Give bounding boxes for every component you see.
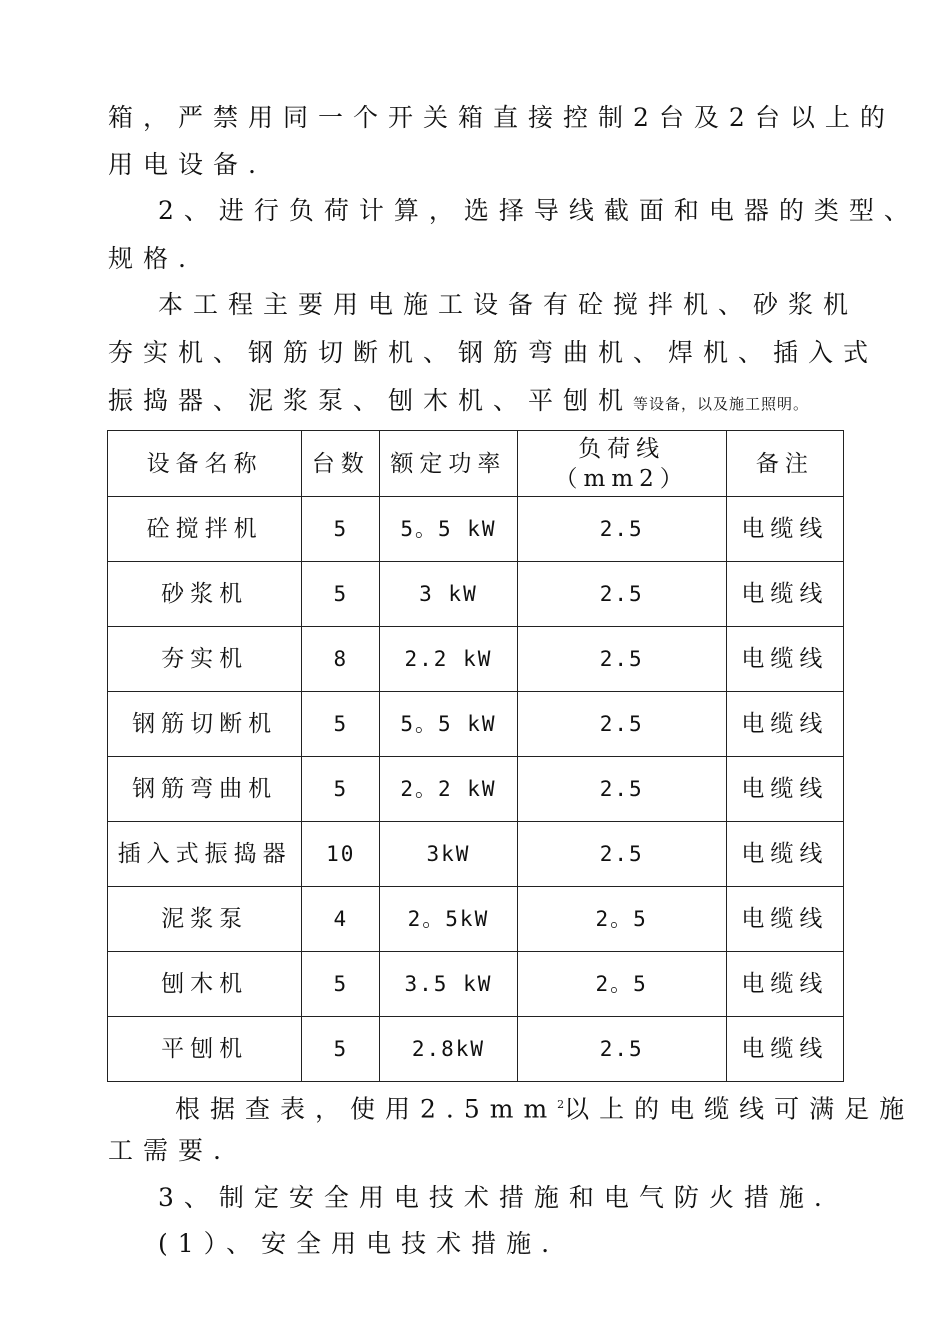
cell-load-line: 2。5 [517,887,726,952]
table-row [108,757,844,822]
cell-quantity: 4 [302,887,380,952]
cell-remarks: 电缆线 [726,822,843,887]
cell-remarks: 电缆线 [726,497,843,562]
cell-remarks: 电缆线 [726,952,843,1017]
cell-remarks: 电缆线 [726,757,843,822]
equipment-table [107,430,844,1082]
paragraph-line: 用电设备. [108,150,266,179]
cell-load-line: 2.5 [517,1017,726,1082]
cell-rated-power: 2.8kW [380,1017,517,1082]
cell-quantity: 5 [302,692,380,757]
paragraph-text: 根据查表，使用2.5mm [175,1094,558,1124]
cell-load-line: 2.5 [517,562,726,627]
paragraph-line: 本工程主要用电施工设备有砼搅拌机、砂浆机 [158,290,859,319]
header-remarks: 备注 [726,431,843,497]
paragraph-line: 2、进行负荷计算，选择导线截面和电器的类型、 [158,196,919,225]
cell-load-line: 2.5 [517,497,726,562]
cell-quantity: 5 [302,497,380,562]
cell-load-line: 2.5 [517,757,726,822]
paragraph-line [175,1090,914,1124]
cell-rated-power: 3kW [380,822,517,887]
cell-equipment-name: 钢筋切断机 [108,692,302,757]
cell-remarks: 电缆线 [726,692,843,757]
cell-equipment-name: 钢筋弯曲机 [108,757,302,822]
table-row [108,822,844,887]
table-row [108,692,844,757]
cell-remarks: 电缆线 [726,1017,843,1082]
table-row [108,952,844,1017]
cell-quantity: 5 [302,1017,380,1082]
cell-rated-power: 2.2 kW [380,627,517,692]
cell-rated-power: 5。5 kW [380,497,517,562]
cell-load-line: 2.5 [517,627,726,692]
cell-equipment-name: 泥浆泵 [108,887,302,952]
table-header-row [108,431,844,497]
cell-quantity: 10 [302,822,380,887]
paragraph-line: 规格. [108,244,196,273]
paragraph-line: 3、制定安全用电技术措施和电气防火措施. [158,1183,832,1212]
table-row [108,887,844,952]
paragraph-line: 箱，严禁用同一个开关箱直接控制2台及2台以上的 [108,103,895,132]
header-quantity: 台数 [302,431,380,497]
paragraph-text: 振捣器、泥浆泵、刨木机、平刨机 [108,386,634,415]
cell-rated-power: 3.5 kW [380,952,517,1017]
header-equipment-name: 设备名称 [108,431,302,497]
cell-quantity: 5 [302,562,380,627]
superscript: 2 [557,1098,565,1111]
cell-rated-power: 2。5kW [380,887,517,952]
cell-remarks: 电缆线 [726,887,843,952]
paragraph-text: 以上的电缆线可满足施 [564,1094,915,1124]
cell-load-line: 2.5 [517,692,726,757]
table-row [108,562,844,627]
cell-remarks: 电缆线 [726,627,843,692]
paragraph-line [108,386,809,419]
cell-equipment-name: 插入式振捣器 [108,822,302,887]
table-row [108,497,844,562]
cell-rated-power: 5。5 kW [380,692,517,757]
paragraph-line: (1）、安全用电技术措施. [158,1229,560,1258]
cell-rated-power: 3 kW [380,562,517,627]
cell-rated-power: 2。2 kW [380,757,517,822]
cell-equipment-name: 刨木机 [108,952,302,1017]
header-rated-power: 额定功率 [380,431,517,497]
paragraph-small-text: 等设备，以及施工照明。 [633,395,810,413]
cell-load-line: 2.5 [517,822,726,887]
cell-equipment-name: 砼搅拌机 [108,497,302,562]
cell-load-line: 2。5 [517,952,726,1017]
cell-remarks: 电缆线 [726,562,843,627]
cell-equipment-name: 夯实机 [108,627,302,692]
cell-quantity: 5 [302,757,380,822]
paragraph-line: 工需要. [108,1136,231,1165]
table-row [108,1017,844,1082]
cell-equipment-name: 平刨机 [108,1017,302,1082]
paragraph-line: 夯实机、钢筋切断机、钢筋弯曲机、焊机、插入式 [108,338,879,367]
table-row [108,627,844,692]
cell-quantity: 5 [302,952,380,1017]
cell-quantity: 8 [302,627,380,692]
header-load-line: 负荷线（mm2） [517,431,726,497]
cell-equipment-name: 砂浆机 [108,562,302,627]
